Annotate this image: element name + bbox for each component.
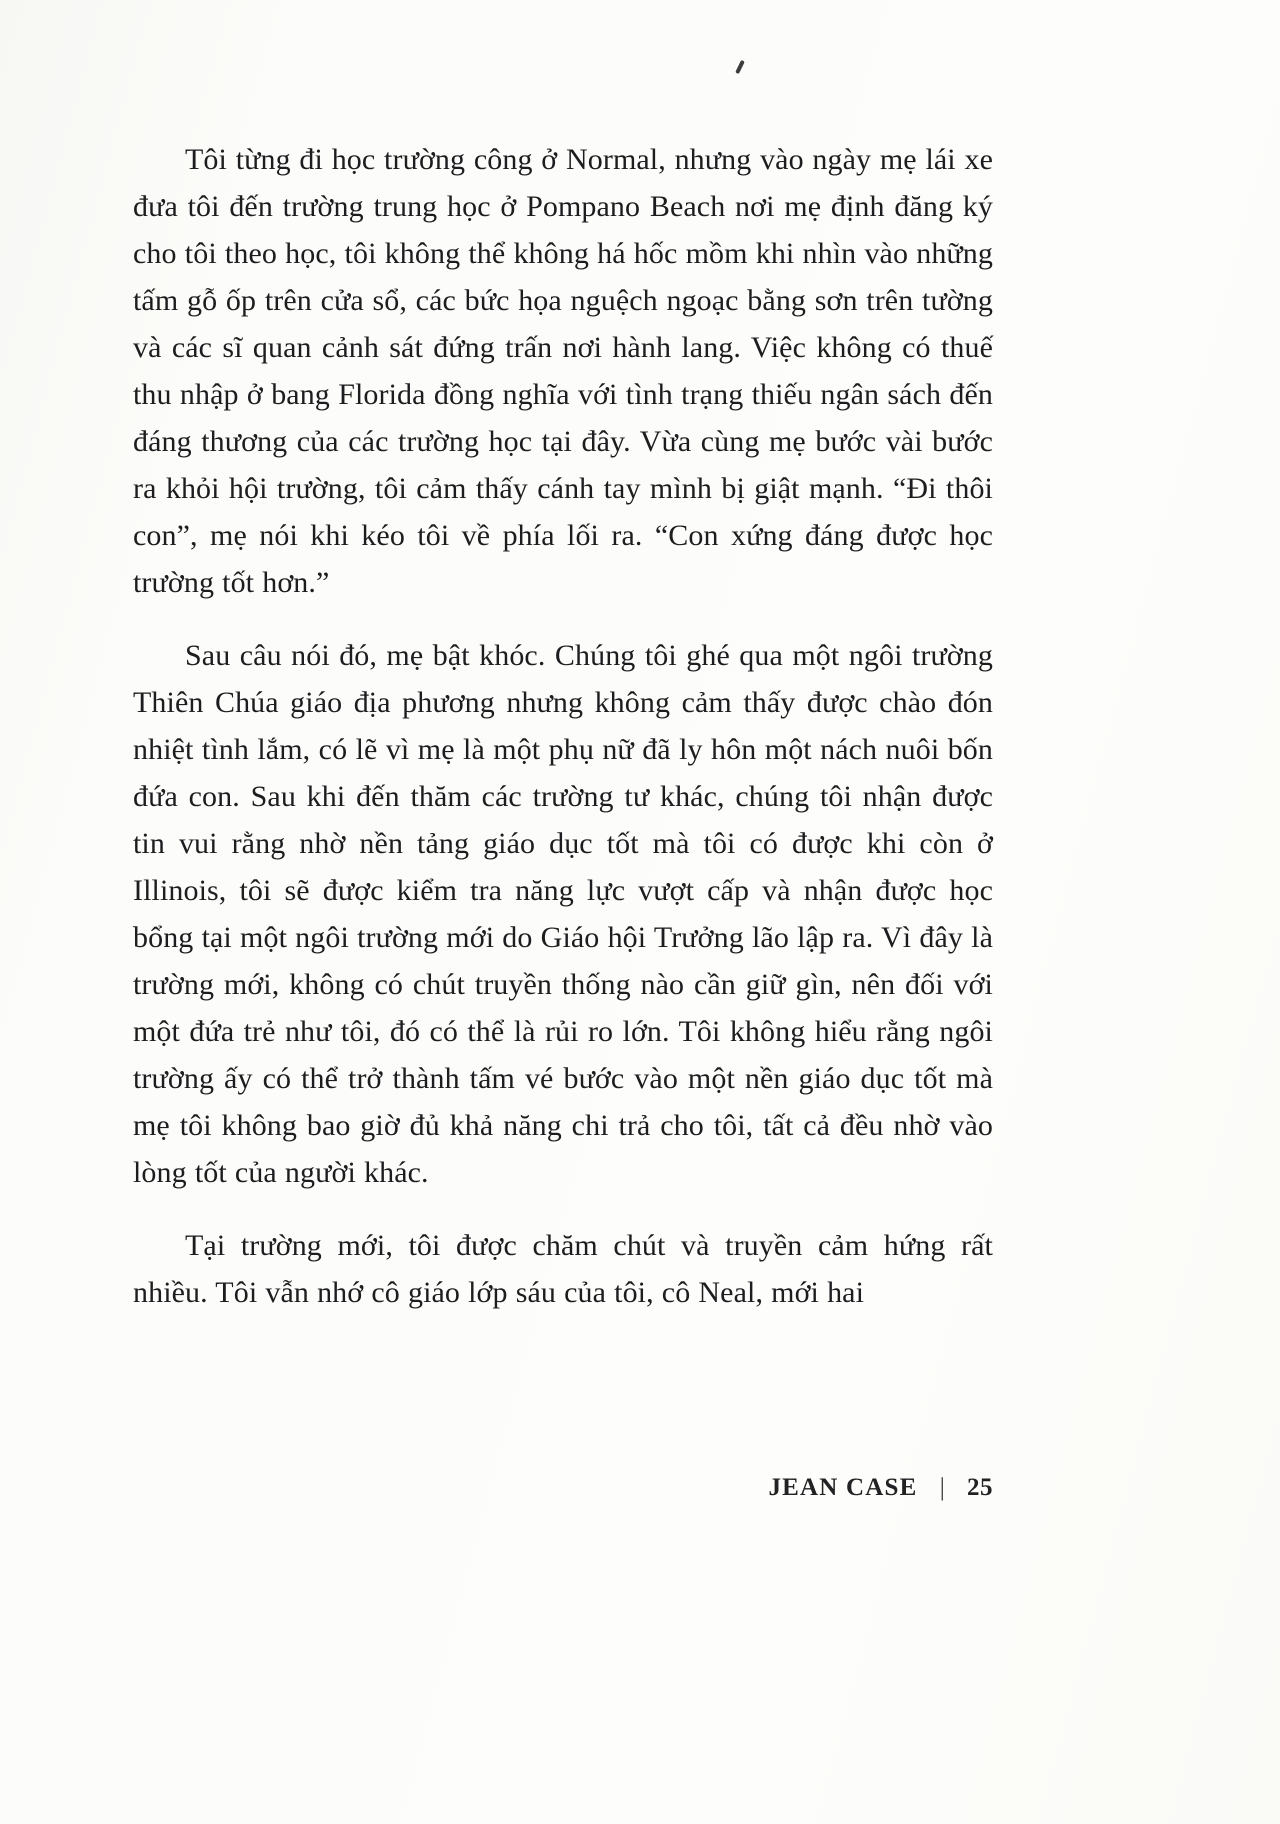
footer-separator: | [939, 1474, 945, 1501]
paragraph-1: Tôi từng đi học trường công ở Normal, nhưng vào ngày mẹ lái xe đưa tôi đến trường trung học ở Pompano Beach nơi mẹ định đăng ký cho tôi theo học, tôi không thể không há hốc mồm khi nhìn vào những tấm gỗ ốp trên cửa sổ, các bức họa nguệch ngoạc bằng sơn trên tường và các sĩ quan cảnh sát đứng trấn nơi hành lang. Việc không có thuế thu nhập ở bang Florida đồng nghĩa với tình trạng thiếu ngân sách đến đáng thương của các trường học tại đây. Vừa cùng mẹ bước vài bước ra khỏi hội trường, tôi cảm thấy cánh tay mình bị giật mạnh. “Đi thôi con”, mẹ nói khi kéo tôi về phía lối ra. “Con xứng đáng được học trường tốt hơn.” [133, 143, 993, 599]
footer-author-name: JEAN CASE [768, 1474, 918, 1501]
page-number: 25 [967, 1474, 993, 1501]
scan-artifact-mark [735, 60, 745, 74]
paragraph-3: Tại trường mới, tôi được chăm chút và truyền cảm hứng rất nhiều. Tôi vẫn nhớ cô giáo lớp sáu của tôi, cô Neal, mới hai [133, 1229, 993, 1309]
paragraph-2: Sau câu nói đó, mẹ bật khóc. Chúng tôi ghé qua một ngôi trường Thiên Chúa giáo địa phương nhưng không cảm thấy được chào đón nhiệt tình lắm, có lẽ vì mẹ là một phụ nữ đã ly hôn một nách nuôi bốn đứa con. Sau khi đến thăm các trường tư khác, chúng tôi nhận được tin vui rằng nhờ nền tảng giáo dục tốt mà tôi có được khi còn ở Illinois, tôi sẽ được kiểm tra năng lực vượt cấp và nhận được học bổng tại một ngôi trường mới do Giáo hội Trưởng lão lập ra. Vì đây là trường mới, không có chút truyền thống nào cần giữ gìn, nên đối với một đứa trẻ như tôi, đó có thể là rủi ro lớn. Tôi không hiểu rằng ngôi trường ấy có thể trở thành tấm vé bước vào một nền giáo dục tốt mà mẹ tôi không bao giờ đủ khả năng chi trả cho tôi, tất cả đều nhờ vào lòng tốt của người khác. [133, 639, 993, 1189]
page-body-text [133, 136, 993, 1342]
page-footer [768, 1474, 993, 1502]
